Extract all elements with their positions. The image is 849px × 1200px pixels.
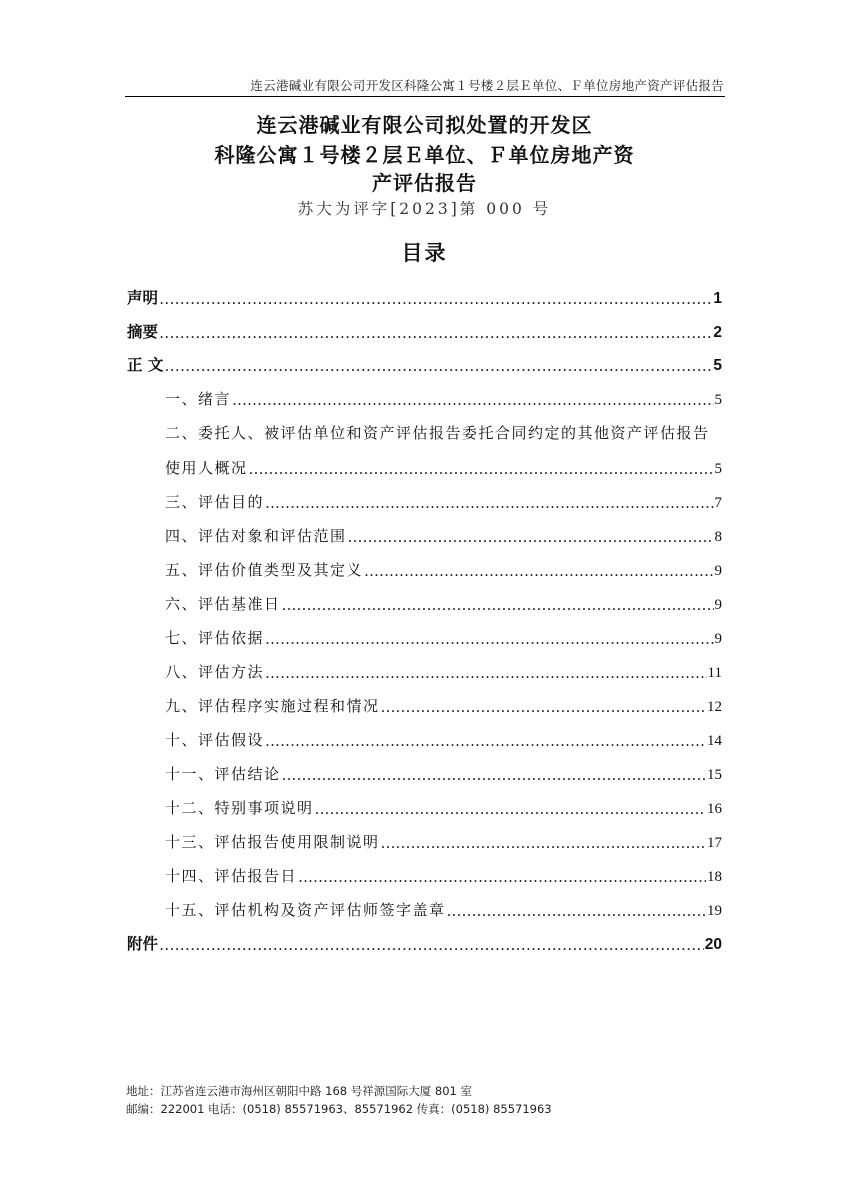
toc-page-number: 9 xyxy=(714,631,722,647)
toc-leader xyxy=(282,596,714,614)
toc-entry-section-5[interactable] xyxy=(165,556,722,580)
toc-page-number: 5 xyxy=(713,357,722,374)
toc-entry-label: 八、评估方法 xyxy=(165,663,265,681)
toc-entry-label: 十三、评估报告使用限制说明 xyxy=(165,833,380,851)
toc-leader xyxy=(265,494,713,512)
toc-entry-section-2[interactable] xyxy=(165,454,722,478)
toc-entry-label: 四、评估对象和评估范围 xyxy=(165,527,347,545)
toc-entry-label: 十五、评估机构及资产评估师签字盖章 xyxy=(165,901,446,919)
toc-entry-label: 一、绪言 xyxy=(165,390,232,408)
toc-entry-summary[interactable] xyxy=(127,318,722,342)
document-number: 苏大为评字[2023]第 000 号 xyxy=(297,200,552,218)
toc-page-number: 12 xyxy=(707,699,722,715)
footer-address: 地址：江苏省连云港市海州区朝阳中路 168 号祥源国际大厦 801 室 xyxy=(126,1084,473,1098)
toc-entry-body[interactable] xyxy=(127,351,722,375)
toc-entry-section-15[interactable] xyxy=(165,896,722,920)
toc-leader xyxy=(159,936,704,954)
toc-entry-section-13[interactable] xyxy=(165,828,722,852)
toc-entry-label: 五、评估价值类型及其定义 xyxy=(165,561,364,579)
toc-page-number: 20 xyxy=(704,936,722,953)
toc-leader xyxy=(265,630,713,648)
toc-entry-section-7[interactable] xyxy=(165,624,722,648)
toc-entry-label: 附件 xyxy=(127,935,159,953)
toc-page-number: 9 xyxy=(714,597,722,613)
report-title-line-1: 连云港碱业有限公司拟处置的开发区 xyxy=(256,113,593,137)
toc-leader xyxy=(298,868,706,886)
toc-entry-section-9[interactable] xyxy=(165,692,722,716)
toc-leader xyxy=(249,460,714,478)
toc-page-number: 16 xyxy=(707,801,722,817)
toc-heading: 目录 xyxy=(401,241,448,265)
toc-page-number: 1 xyxy=(713,290,722,307)
toc-leader xyxy=(159,324,712,342)
toc-entry-label: 十四、评估报告日 xyxy=(165,867,298,885)
toc-leader xyxy=(282,766,706,784)
toc-leader xyxy=(364,562,713,580)
toc-leader xyxy=(232,391,713,409)
toc-page-number: 18 xyxy=(707,869,722,885)
toc-entry-label: 正 文 xyxy=(127,356,164,374)
toc-entry-label: 三、评估目的 xyxy=(165,493,265,511)
toc-leader xyxy=(265,732,706,750)
toc-leader xyxy=(348,528,714,546)
toc-entry-label: 九、评估程序实施过程和情况 xyxy=(165,697,380,715)
toc-entry-section-12[interactable] xyxy=(165,794,722,818)
toc-entry-label: 七、评估依据 xyxy=(165,629,265,647)
toc-entry-label: 使用人概况 xyxy=(165,459,248,477)
toc-entry-section-11[interactable] xyxy=(165,760,722,784)
header-divider xyxy=(125,96,725,97)
toc-entry-section-4[interactable] xyxy=(165,522,722,546)
toc-page-number: 2 xyxy=(713,324,722,341)
report-title-line-2: 科隆公寓１号楼２层Ｅ单位、Ｆ单位房地产资 xyxy=(214,143,635,167)
toc-leader xyxy=(265,664,707,682)
toc-leader xyxy=(315,800,706,818)
toc-page-number: 8 xyxy=(714,529,722,545)
toc-entry-label: 六、评估基准日 xyxy=(165,595,281,613)
toc-page-number: 9 xyxy=(714,563,722,579)
toc-entry-label: 十、评估假设 xyxy=(165,731,265,749)
toc-entry-section-10[interactable] xyxy=(165,726,722,750)
toc-entry-section-3[interactable] xyxy=(165,488,722,512)
toc-entry-declaration[interactable] xyxy=(127,284,722,308)
toc-leader xyxy=(447,902,706,920)
toc-entry-attachments[interactable] xyxy=(127,930,722,954)
toc-page-number: 14 xyxy=(707,733,722,749)
toc-entry-label: 十一、评估结论 xyxy=(165,765,281,783)
toc-entry-label: 十二、特别事项说明 xyxy=(165,799,314,817)
toc-page-number: 19 xyxy=(707,903,722,919)
toc-entry-section-2-line-1[interactable]: 二、委托人、被评估单位和资产评估报告委托合同约定的其他资产评估报告 xyxy=(165,424,710,442)
running-header: 连云港碱业有限公司开发区科隆公寓１号楼２层Ｅ单位、Ｆ单位房地产资产评估报告 xyxy=(250,78,724,93)
toc-page-number: 5 xyxy=(714,461,722,477)
toc-page-number: 7 xyxy=(714,495,722,511)
footer-contact: 邮编：222001 电话：(0518) 85571963、85571962 传真：(0518) 85571963 xyxy=(126,1102,552,1116)
toc-page-number: 17 xyxy=(707,835,722,851)
toc-entry-section-8[interactable] xyxy=(165,658,722,682)
toc-entry-label: 摘要 xyxy=(127,323,159,341)
report-title-line-3: 产评估报告 xyxy=(372,171,477,195)
toc-leader xyxy=(159,290,712,308)
toc-entry-label: 声明 xyxy=(127,289,159,307)
toc-page-number: 5 xyxy=(714,392,722,408)
toc-leader xyxy=(381,698,706,716)
toc-leader xyxy=(164,357,712,375)
toc-entry-section-6[interactable] xyxy=(165,590,722,614)
toc-page-number: 11 xyxy=(707,665,722,681)
toc-leader xyxy=(381,834,706,852)
toc-page-number: 15 xyxy=(707,767,722,783)
toc-entry-section-1[interactable] xyxy=(165,385,722,409)
toc-entry-section-14[interactable] xyxy=(165,862,722,886)
